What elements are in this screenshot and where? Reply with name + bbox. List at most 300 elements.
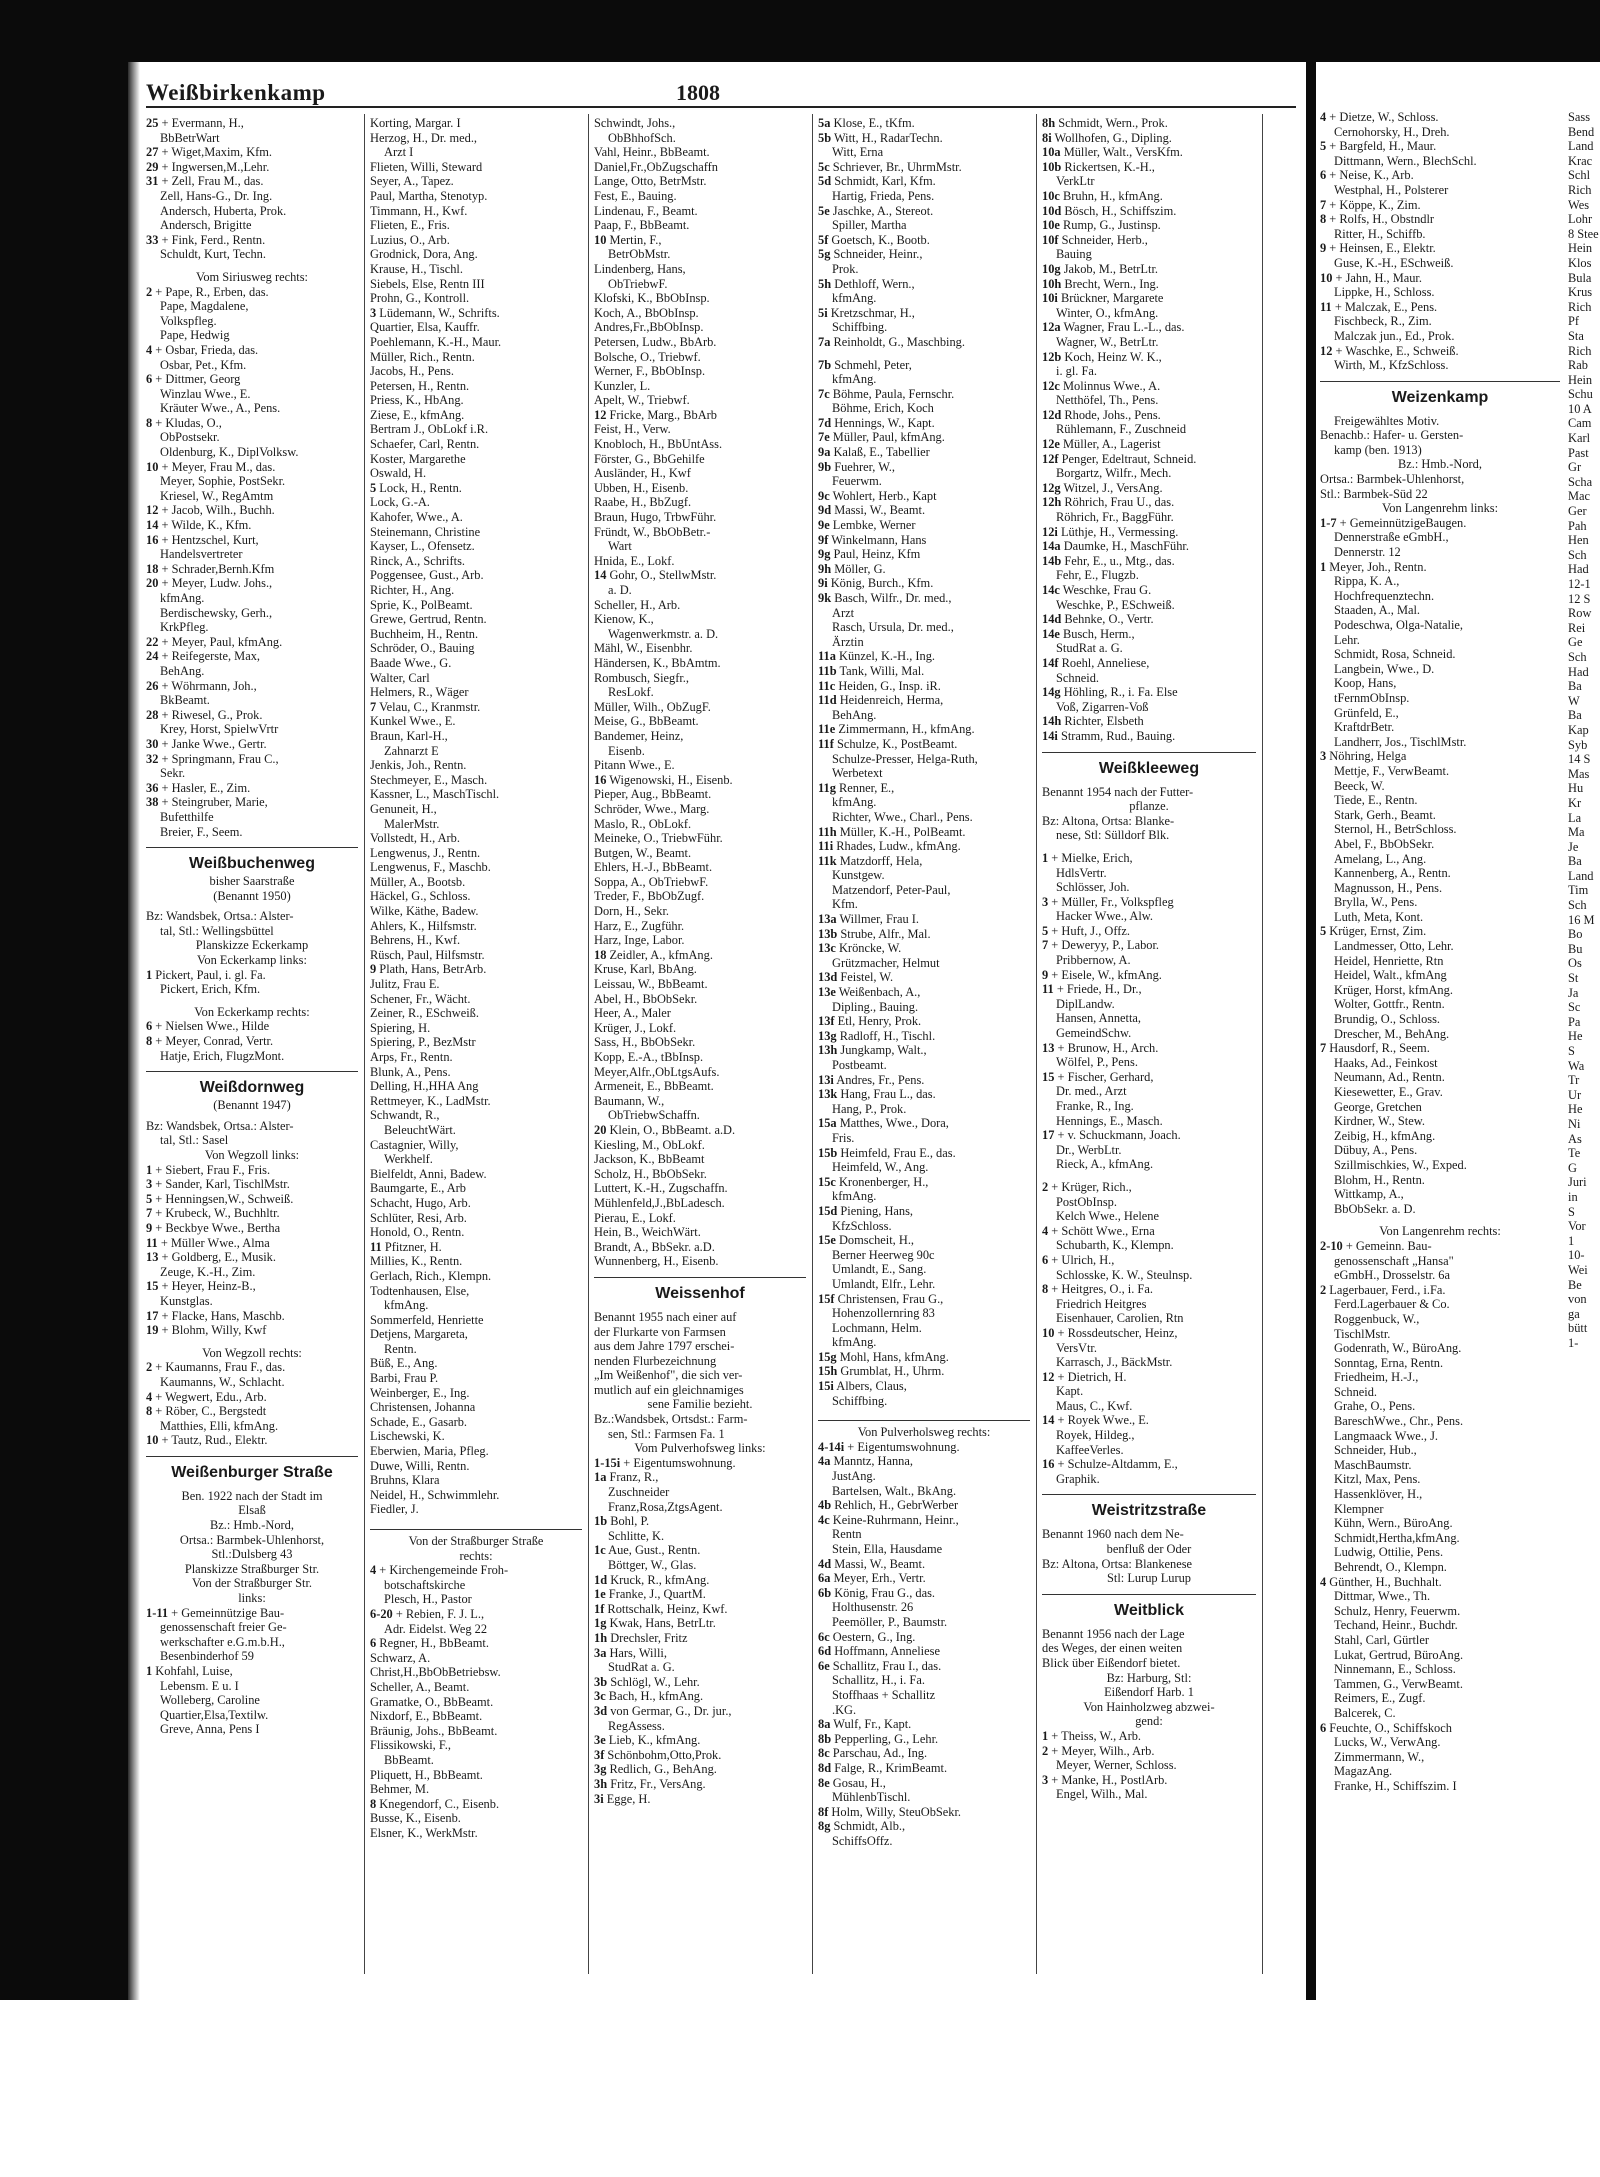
directory-entry-line: 15a Matthes, Wwe., Dora, <box>818 1116 949 1131</box>
directory-entry-line: Bz: Wandsbek, Ortsa.: Alster- <box>146 1118 294 1133</box>
directory-entry-line: Malczak jun., Ed., Prok. <box>1334 328 1455 343</box>
directory-entry-line: 9e Lembke, Werner <box>818 518 916 533</box>
directory-entry-line: Luth, Meta, Kont. <box>1334 909 1424 924</box>
directory-entry-line: nese, Stl: Sülldorf Blk. <box>1056 828 1170 843</box>
directory-entry-line: 4-14i + Eigentumswohnung. <box>818 1439 960 1454</box>
spacer <box>1042 1172 1256 1180</box>
edge-fragment: Land <box>1568 139 1594 154</box>
edge-fragment: Kap <box>1568 722 1589 737</box>
directory-entry-line: Benannt 1955 nach einer auf <box>594 1309 737 1324</box>
directory-entry-line: sen, Stl.: Farmsen Fa. 1 <box>608 1426 725 1441</box>
directory-entry-line: Winter, O., kfmAng. <box>1056 305 1159 320</box>
edge-fragment: Pf <box>1568 314 1580 329</box>
directory-entry-line: 11d Heidenreich, Herma, <box>818 693 944 708</box>
directory-entry-line: Breier, F., Seem. <box>160 824 243 839</box>
directory-entry-line: 6a Meyer, Erh., Vertr. <box>818 1571 926 1586</box>
directory-entry-line: 6 + Neise, K., Arb. <box>1320 168 1414 183</box>
directory-entry-line: Wagner, W., BetrLtr. <box>1056 334 1159 349</box>
directory-entry-line: Schener, Fr., Wächt. <box>370 991 471 1006</box>
directory-entry-line: 14g Höhling, R., i. Fa. Else <box>1042 685 1178 700</box>
directory-entry-line: Rentn <box>832 1527 862 1542</box>
subheading-line: Ben. 1922 nach der Stadt im <box>181 1488 323 1503</box>
directory-entry-line: 15 + Fischer, Gerhard, <box>1042 1069 1154 1084</box>
directory-entry-line: Berdischewsky, Gerh., <box>160 605 273 620</box>
directory-entry-line: Wolter, Gottfr., Rentn. <box>1334 997 1445 1012</box>
directory-entry-line: 12a Wagner, Frau L.-L., das. <box>1042 320 1185 335</box>
spacer <box>146 997 358 1005</box>
subheading-line: Von Eckerkamp links: <box>197 953 307 968</box>
directory-entry-line: Freigewähltes Motiv. <box>1334 413 1440 428</box>
directory-entry-line: Lengwenus, F., Maschb. <box>370 860 491 875</box>
edge-fragment: Sc <box>1568 1000 1581 1015</box>
directory-entry-line: „Im Weißenhof", die sich ver- <box>594 1368 743 1383</box>
directory-entry-line: Brylla, W., Pens. <box>1334 895 1418 910</box>
directory-entry-line: Plesch, H., Pastor <box>384 1592 472 1607</box>
edge-fragment: Hein <box>1568 241 1593 256</box>
directory-entry-line: 1b Bohl, P. <box>594 1514 650 1529</box>
directory-entry-line: Neidel, H., Schwimmlehr. <box>370 1487 500 1502</box>
subheading-line: Von Pulverholsweg rechts: <box>857 1425 991 1440</box>
directory-entry-line: Pickert, Erich, Kfm. <box>160 982 261 997</box>
directory-entry-line: Kühn, Wern., BüroAng. <box>1334 1516 1453 1531</box>
directory-entry-line: 9k Basch, Wilfr., Dr. med., <box>818 591 952 605</box>
directory-entry-line: 15h Grumblat, H., Uhrm. <box>818 1364 945 1379</box>
directory-entry-line: Ortsa.: Barmbek-Uhlenhorst, <box>1320 472 1465 487</box>
edge-fragment: He <box>1568 1029 1583 1044</box>
directory-entry-line: 12 + Jacob, Wilh., Buchh. <box>146 503 275 518</box>
subheading-line: Von Wegzoll rechts: <box>202 1345 302 1360</box>
directory-entry-line: Abel, H., BbObSekr. <box>594 991 698 1006</box>
directory-entry-line: Guse, K.-H., ESchweiß. <box>1334 255 1454 270</box>
directory-entry-line: Cernohorsky, H., Dreh. <box>1334 124 1450 139</box>
directory-entry-line: tal, Stl.: Sasel <box>160 1133 229 1148</box>
directory-entry-line: Mähl, W., Eisenbhr. <box>594 641 693 656</box>
directory-entry-line: Netthöfel, Th., Pens. <box>1056 393 1159 408</box>
directory-entry-line: 1e Franke, J., QuartM. <box>594 1587 706 1602</box>
edge-fragment: Juri <box>1568 1175 1587 1190</box>
directory-entry-line: Knobloch, H., BbUntAss. <box>594 437 723 452</box>
directory-entry-line: 30 + Janke Wwe., Gertr. <box>146 736 267 751</box>
directory-entry-line: Schacht, Hugo, Arb. <box>370 1195 471 1210</box>
directory-entry-line: Werner, F., BbObInsp. <box>594 364 706 379</box>
directory-entry-line: 10h Brecht, Wern., Ing. <box>1042 276 1159 291</box>
directory-entry-line: ResLokf. <box>608 685 654 700</box>
directory-entry-line: 11b Tank, Willi, Mal. <box>818 663 925 678</box>
directory-entry-line: Grodnick, Dora, Ang. <box>370 247 478 262</box>
directory-entry-line: 6 + Dittmer, Georg <box>146 372 241 387</box>
directory-entry-line: Holthusenstr. 26 <box>832 1600 914 1615</box>
edge-fragment: Be <box>1568 1277 1582 1292</box>
directory-page <box>140 76 1300 1996</box>
directory-entry-line: Ahlers, K., Hilfsmstr. <box>370 918 477 933</box>
subheading-line: Planskizze Eckerkamp <box>195 938 309 953</box>
directory-entry-line: Techand, Heinr., Buchdr. <box>1334 1618 1458 1633</box>
directory-entry-line: 1-11 + Gemeinnützige Bau- <box>146 1605 285 1620</box>
edge-fragment: Pa <box>1568 1014 1581 1029</box>
directory-entry-line: Dennerstraße eGmbH., <box>1334 530 1449 545</box>
directory-entry-line: Kitzl, Max, Pens. <box>1334 1472 1421 1487</box>
edge-fragment: Ge <box>1568 635 1583 650</box>
edge-fragment: 12 S <box>1568 591 1591 606</box>
directory-entry-line: Volkspfleg. <box>160 313 217 328</box>
directory-entry-line: Ärztin <box>832 634 864 649</box>
subheading-line: Elsaß <box>238 1503 266 1518</box>
directory-entry-line: Dübuy, A., Pens. <box>1334 1143 1418 1158</box>
directory-entry-line: Dr. med., Arzt <box>1056 1084 1127 1099</box>
directory-entry-line: 19 + Blohm, Willy, Kwf <box>146 1323 267 1338</box>
directory-entry-line: Ferd.Lagerbauer & Co. <box>1334 1297 1450 1312</box>
directory-entry-line: Klofski, K., BbObInsp. <box>594 291 710 306</box>
edge-fragment: Ni <box>1568 1116 1581 1131</box>
directory-entry-line: Grewe, Gertrud, Rentn. <box>370 612 487 627</box>
directory-entry-line: Matzendorf, Peter-Paul, <box>832 882 951 897</box>
directory-entry-line: 2 Lagerbauer, Ferd., i.Fa. <box>1320 1282 1446 1297</box>
directory-entry-line: 5h Dethloff, Wern., <box>818 276 915 291</box>
directory-entry-line: StudRat a. G. <box>608 1660 675 1675</box>
directory-entry-line: Lischewski, K. <box>370 1429 445 1444</box>
directory-entry-line: Staaden, A., Mal. <box>1334 603 1421 618</box>
directory-entry-line: Rinck, A., Schrifts. <box>370 553 465 568</box>
directory-entry-line: Magnusson, H., Pens. <box>1334 880 1443 895</box>
edge-fragment: S <box>1568 1204 1575 1219</box>
directory-entry-line: Schlosske, K. W., Steulnsp. <box>1056 1267 1193 1282</box>
directory-entry-line: Daniel,Fr.,ObZugschaffn <box>594 159 718 174</box>
directory-entry-line: Hatje, Erich, FlugzMont. <box>160 1048 285 1063</box>
directory-entry-line: Umlandt, Elfr., Lehr. <box>832 1276 936 1291</box>
directory-entry-line: Reimers, E., Zugf. <box>1334 1691 1426 1706</box>
directory-entry-line: Müller, Wilh., ObZugF. <box>594 699 711 714</box>
directory-entry-line: Leissau, W., BbBeamt. <box>594 977 708 992</box>
edge-fragment: St <box>1568 971 1579 986</box>
edge-fragment: Os <box>1568 956 1582 971</box>
directory-entry-line: 10e Rump, G., Justinsp. <box>1042 218 1161 233</box>
directory-entry-line: Wittkamp, A., <box>1334 1187 1404 1202</box>
directory-entry-line: Kruse, Karl, BbAng. <box>594 962 697 977</box>
directory-entry-line: Zeibig, H., kfmAng. <box>1334 1128 1436 1143</box>
directory-entry-line: 3c Bach, H., kfmAng. <box>594 1689 704 1704</box>
subheading-line: Planskizze Straßburger Str. <box>184 1561 320 1576</box>
street-name: Weitblick <box>1114 1601 1184 1619</box>
scan-shadow <box>128 62 140 2000</box>
directory-entry-line: Engel, Wilh., Mal. <box>1056 1787 1148 1802</box>
directory-entry-line: Seyer, A., Tapez. <box>370 174 454 189</box>
edge-fragment: Krus <box>1568 285 1593 300</box>
directory-entry-line: Kopp, E.-A., tBbInsp. <box>594 1050 704 1064</box>
directory-entry-line: BehAng. <box>832 707 877 722</box>
directory-entry-line: Mettje, F., VerwBeamt. <box>1334 763 1450 778</box>
directory-entry-line: 8 + Rolfs, H., Obstndlr <box>1320 212 1435 227</box>
directory-entry-line: Kapt. <box>1056 1384 1084 1399</box>
directory-entry-line: Heidel, Walt., kfmAng <box>1334 968 1447 983</box>
street-name: Weißdornweg <box>199 1079 305 1097</box>
column-divider <box>1036 114 1037 1974</box>
directory-entry-line: 13e Weißenbach, A., <box>818 985 921 1000</box>
directory-entry-line: SchiffsOffz. <box>832 1833 893 1848</box>
directory-entry-line: 14c Weschke, Frau G. <box>1042 583 1152 597</box>
directory-entry-line: 20 + Meyer, Ludw. Johs., <box>146 576 273 591</box>
directory-entry-line: Krüger, Horst, kfmAng. <box>1334 982 1453 997</box>
directory-entry-line: .KG. <box>832 1702 857 1717</box>
street-name: Weißenburger Straße <box>171 1463 333 1481</box>
directory-entry-line: Soppa, A., ObTriebwF. <box>594 874 709 889</box>
directory-entry-line: Bräunig, Johs., BbBeamt. <box>370 1723 498 1738</box>
directory-entry-line: KraftdrBetr. <box>1334 720 1395 735</box>
directory-entry-line: Stoffhaas + Schallitz <box>832 1687 936 1702</box>
edge-fragment: Ma <box>1568 825 1585 840</box>
directory-entry-line: Jacobs, H., Pens. <box>370 364 454 379</box>
directory-entry-line: 13b Strube, Alfr., Mal. <box>818 926 931 941</box>
edge-fragment: Past <box>1568 445 1589 460</box>
directory-entry-line: Wölfel, P., Pens. <box>1056 1055 1138 1070</box>
directory-entry-line: MagazAng. <box>1334 1764 1393 1779</box>
directory-entry-line: Witt, Erna <box>832 145 884 160</box>
directory-entry-line: Kunstgew. <box>832 868 885 883</box>
directory-entry-line: Detjens, Margareta, <box>370 1327 468 1342</box>
directory-entry-line: Hochfrequenztechn. <box>1334 588 1435 603</box>
directory-entry-line: 1-7 + GemeinnützigeBaugen. <box>1320 515 1467 530</box>
directory-entry-line: 12f Penger, Edeltraut, Schneid. <box>1042 451 1197 466</box>
directory-entry-line: 13h Jungkamp, Walt., <box>818 1043 927 1058</box>
subheading-line: Vom Siriusweg rechts: <box>196 269 308 284</box>
directory-entry-line: 1 Meyer, Joh., Rentn. <box>1320 559 1427 574</box>
edge-fragment: Ur <box>1568 1087 1582 1102</box>
edge-fragment: Wei <box>1568 1262 1588 1277</box>
directory-entry-line: Sekr. <box>160 766 186 781</box>
directory-entry-line: 11e Zimmermann, H., kfmAng. <box>818 722 975 737</box>
spacer <box>1042 843 1256 851</box>
directory-entry-line: Baade Wwe., G. <box>370 655 452 670</box>
edge-fragment: 1- <box>1568 1335 1579 1350</box>
directory-entry-line: 15c Kronenberger, H., <box>818 1174 929 1189</box>
directory-entry-line: Jackson, K., BbBeamt <box>594 1152 705 1167</box>
directory-entry-line: Helmers, R., Wäger <box>370 685 469 700</box>
directory-entry-line: Busse, K., Eisenb. <box>370 1811 461 1826</box>
street-section-header <box>594 1277 806 1304</box>
subheading-line: Ortsa.: Barmbek-Uhlenhorst, <box>179 1532 325 1547</box>
edge-fragment: in <box>1568 1189 1578 1204</box>
directory-entry-line: Harz, Inge, Labor. <box>594 933 685 948</box>
column-divider <box>812 114 813 1974</box>
subheading-line: Von Eckerkamp rechts: <box>194 1004 310 1019</box>
directory-entry-line: Krause, H., Tischl. <box>370 261 463 276</box>
edge-fragment: Scha <box>1568 474 1593 489</box>
directory-entry-line: Baumgarte, E., Arb <box>370 1181 467 1196</box>
directory-entry-line: Behrens, H., Kwf. <box>370 933 461 948</box>
spacer <box>818 350 1030 358</box>
directory-entry-line: 4c Keine-Ruhrmann, Heinr., <box>818 1512 959 1527</box>
edge-fragment: Kr <box>1568 795 1582 810</box>
directory-entry-line: 12h Röhrich, Frau U., das. <box>1042 495 1175 510</box>
directory-entry-line: Langbein, Wwe., D. <box>1334 661 1435 676</box>
directory-entry-line: Ubben, H., Eisenb. <box>594 480 689 495</box>
directory-entry-line: 16 + Hentzschel, Kurt, <box>146 532 259 547</box>
directory-entry-line: 38 + Steingruber, Marie, <box>146 795 268 810</box>
subheading-line: sene Familie bezieht. <box>647 1397 753 1412</box>
directory-entry-line: Kiesewetter, E., Grav. <box>1334 1085 1443 1099</box>
directory-entry-line: 4a Manntz, Hanna, <box>818 1454 913 1469</box>
directory-entry-line: Amelang, L., Ang. <box>1334 851 1427 866</box>
edge-fragment: 16 M <box>1568 912 1595 927</box>
directory-entry-line: 3a Hars, Willi, <box>594 1645 667 1660</box>
directory-entry-line: Siebels, Else, Rentn III <box>370 276 485 291</box>
directory-entry-line: KrkPfleg. <box>160 620 209 635</box>
directory-entry-line: Eberwien, Maria, Pfleg. <box>370 1444 489 1459</box>
directory-entry-line: 7e Müller, Paul, kfmAng. <box>818 430 945 445</box>
directory-entry-line: i. gl. Fa. <box>1056 364 1097 379</box>
directory-entry-line: 10g Jakob, M., BetrLtr. <box>1042 261 1158 276</box>
directory-entry-line: Lehr. <box>1334 632 1360 647</box>
directory-entry-line: Böttger, W., Glas. <box>608 1558 697 1572</box>
directory-entry-line: Luzius, O., Arb. <box>370 232 450 247</box>
directory-entry-line: Godenrath, W., BüroAng. <box>1334 1341 1462 1356</box>
directory-entry-line: Armeneit, E., BbBeamt. <box>594 1079 714 1094</box>
directory-entry-line: 5a Klose, E., tKfm. <box>818 116 915 130</box>
directory-entry-line: Steinemann, Christine <box>370 524 481 539</box>
directory-entry-line: Westphal, H., Polsterer <box>1334 182 1449 197</box>
directory-entry-line: mutlich auf ein gleichnamiges <box>594 1382 744 1397</box>
directory-entry-line: 10 + Jahn, H., Maur. <box>1320 270 1422 285</box>
directory-entry-line: 17 + v. Schuckmann, Joach. <box>1042 1128 1181 1143</box>
directory-entry-line: 7 + Deweryy, P., Labor. <box>1042 938 1159 953</box>
directory-entry-line: Kräuter Wwe., A., Pens. <box>160 401 281 416</box>
directory-entry-line: Rühlemann, F., Zuschneid <box>1056 422 1187 437</box>
directory-entry-line: Krüger, J., Lokf. <box>594 1020 677 1035</box>
directory-entry-line: kfmAng. <box>832 291 877 306</box>
directory-entry-line: Tiede, E., Rentn. <box>1334 793 1418 808</box>
directory-entry-line: 12 + Waschke, E., Schweiß. <box>1320 343 1459 358</box>
edge-fragment: Je <box>1568 839 1579 854</box>
directory-entry-line: Benannt 1956 nach der Lage <box>1042 1626 1185 1641</box>
spacer <box>1320 1216 1560 1224</box>
directory-entry-line: 8e Gosau, H., <box>818 1775 886 1790</box>
directory-entry-line: 13 + Goldberg, E., Musik. <box>146 1250 276 1265</box>
directory-entry-line: 6 Feuchte, O., Schiffskoch <box>1320 1720 1452 1735</box>
directory-entry-line: 3 + Manke, H., PostlArb. <box>1042 1772 1168 1787</box>
directory-entry-line: 3 Nöhring, Helga <box>1320 749 1407 764</box>
directory-entry-line: Stl.: Barmbek-Süd 22 <box>1320 486 1428 501</box>
directory-entry-line: Meineke, O., TriebwFühr. <box>594 831 723 846</box>
directory-entry-line: Büß, E., Ang. <box>370 1356 438 1371</box>
directory-entry-line: Kayser, L., Ofensetz. <box>370 539 475 554</box>
directory-entry-line: 5 + Huft, J., Offz. <box>1042 923 1130 938</box>
directory-entry-line: Richter, Wwe., Charl., Pens. <box>832 809 973 824</box>
edge-fragment: 10- <box>1568 1248 1585 1263</box>
subheading-line: links: <box>238 1591 266 1606</box>
directory-entry-line: Rippa, K. A., <box>1334 574 1400 589</box>
directory-entry-line: 22 + Meyer, Paul, kfmAng. <box>146 634 283 649</box>
directory-entry-line: ObBhhofSch. <box>608 130 676 145</box>
directory-entry-line: Grünfeld, E., <box>1334 705 1399 720</box>
directory-entry-line: Händersen, K., BbAmtm. <box>594 655 721 670</box>
column-3 <box>594 116 806 1976</box>
directory-entry-line: MühlenbTischl. <box>832 1790 911 1805</box>
page-number: 1808 <box>676 80 720 105</box>
directory-entry-line: BbObSekr. a. D. <box>1334 1201 1416 1216</box>
page-gutter <box>1306 0 1316 2000</box>
street-section-header <box>1042 1594 1256 1621</box>
directory-entry-line: ObPostsekr. <box>160 430 220 445</box>
directory-entry-line: TischlMstr. <box>1334 1326 1391 1341</box>
directory-entry-line: Wagenwerkmstr. a. D. <box>608 626 719 641</box>
directory-entry-line: Butgen, W., Beamt. <box>594 845 692 860</box>
directory-entry-line: Andres,Fr.,BbObInsp. <box>594 320 704 335</box>
directory-entry-line: Werbetext <box>832 766 883 781</box>
directory-entry-line: 14e Busch, Herm., <box>1042 626 1135 641</box>
directory-entry-line: Petersen, H., Rentn. <box>370 378 470 393</box>
page-header <box>146 76 1296 112</box>
directory-entry-line: BetrObMstr. <box>608 247 671 262</box>
directory-entry-line: 13f Etl, Henry, Prok. <box>818 1014 922 1029</box>
directory-entry-line: Kiesling, M., ObLokf. <box>594 1137 705 1152</box>
directory-entry-line: JustAng. <box>832 1469 876 1484</box>
directory-entry-line: Brundig, O., Schloss. <box>1334 1012 1441 1027</box>
directory-entry-line: Kirdner, W., Stew. <box>1334 1114 1425 1129</box>
edge-fragment: Tim <box>1568 883 1589 898</box>
directory-entry-line: Meyer,Alfr.,ObLtgsAufs. <box>594 1064 720 1079</box>
directory-entry-line: 13i Andres, Fr., Pens. <box>818 1072 925 1087</box>
edge-fragment: Rab <box>1568 358 1588 373</box>
directory-entry-line: botschaftskirche <box>384 1577 466 1592</box>
directory-entry-line: Bertram J., ObLokf i.R. <box>370 422 489 437</box>
directory-entry-line: 16 Wigenowski, H., Eisenb. <box>594 772 733 787</box>
directory-entry-line: 15b Heimfeld, Frau E., das. <box>818 1145 956 1160</box>
directory-entry-line: 1h Drechsler, Fritz <box>594 1630 688 1645</box>
directory-entry-line: Timmann, H., Kwf. <box>370 203 468 218</box>
directory-entry-line: Stahl, Carl, Gürtler <box>1334 1632 1429 1647</box>
edge-fragment: Ba <box>1568 679 1582 694</box>
directory-entry-line: Sprie, K., PolBeamt. <box>370 597 473 612</box>
directory-entry-line: Feuerwm. <box>832 474 882 489</box>
directory-entry-line: Besenbinderhof 59 <box>160 1649 254 1664</box>
edge-fragment: Vor <box>1568 1219 1586 1234</box>
directory-entry-line: 14b Fehr, E., u., Mtg., das. <box>1042 553 1175 568</box>
directory-entry-line: 12g Witzel, J., VersAng. <box>1042 480 1163 495</box>
directory-entry-line: Wart <box>608 539 632 554</box>
subheading-line: Von der Straßburger Str. <box>192 1576 312 1591</box>
directory-entry-line: Böhme, Erich, Koch <box>832 401 934 416</box>
directory-entry-line: Quartier, Elsa, Kauffr. <box>370 320 480 335</box>
directory-entry-line: Röhrich, Fr., BaggFühr. <box>1056 510 1174 525</box>
directory-entry-line: Petersen, Ludw., BbArb. <box>594 334 717 349</box>
edge-fragment: Ba <box>1568 708 1582 723</box>
header-rule <box>146 106 1296 108</box>
directory-entry-line: Karrasch, J., BäckMstr. <box>1056 1355 1173 1370</box>
directory-entry-line: 31 + Zell, Frau M., das. <box>146 174 264 189</box>
directory-entry-line: Royek, Hildeg., <box>1056 1428 1135 1443</box>
directory-entry-line: 4 + Kirchengemeinde Froh- <box>370 1563 509 1578</box>
directory-entry-line: KaffeeVerles. <box>1056 1442 1124 1457</box>
directory-entry-line: Lippke, H., Schloss. <box>1334 285 1435 300</box>
directory-entry-line: Paap, F., BbBeamt. <box>594 218 690 233</box>
directory-entry-line: Müller, A., Bootsb. <box>370 874 466 889</box>
directory-entry-line: Müller, Rich., Rentn. <box>370 349 475 364</box>
scan-border-top <box>0 0 1600 62</box>
directory-entry-line: 11c Heiden, G., Insp. iR. <box>818 678 941 693</box>
directory-entry-line: Graphik. <box>1056 1471 1100 1486</box>
directory-entry-line: 9 + Heinsen, E., Elektr. <box>1320 241 1436 256</box>
directory-entry-line: Wilke, Käthe, Badew. <box>370 904 479 919</box>
directory-entry-line: 12i Lüthje, H., Vermessing. <box>1042 524 1179 539</box>
street-note: bisher Saarstraße <box>209 874 295 889</box>
edge-fragment: Sch <box>1568 547 1587 562</box>
directory-entry-line: 9f Winkelmann, Hans <box>818 532 927 547</box>
edge-fragment: S <box>1568 1044 1575 1058</box>
directory-entry-line: Häckel, G., Schloss. <box>370 889 471 904</box>
column-4 <box>818 116 1030 1976</box>
directory-entry-line: 11g Renner, E., <box>818 780 895 795</box>
directory-entry-line: 15g Mohl, Hans, kfmAng. <box>818 1349 949 1364</box>
directory-entry-line: Elsner, K., WerkMstr. <box>370 1825 478 1840</box>
